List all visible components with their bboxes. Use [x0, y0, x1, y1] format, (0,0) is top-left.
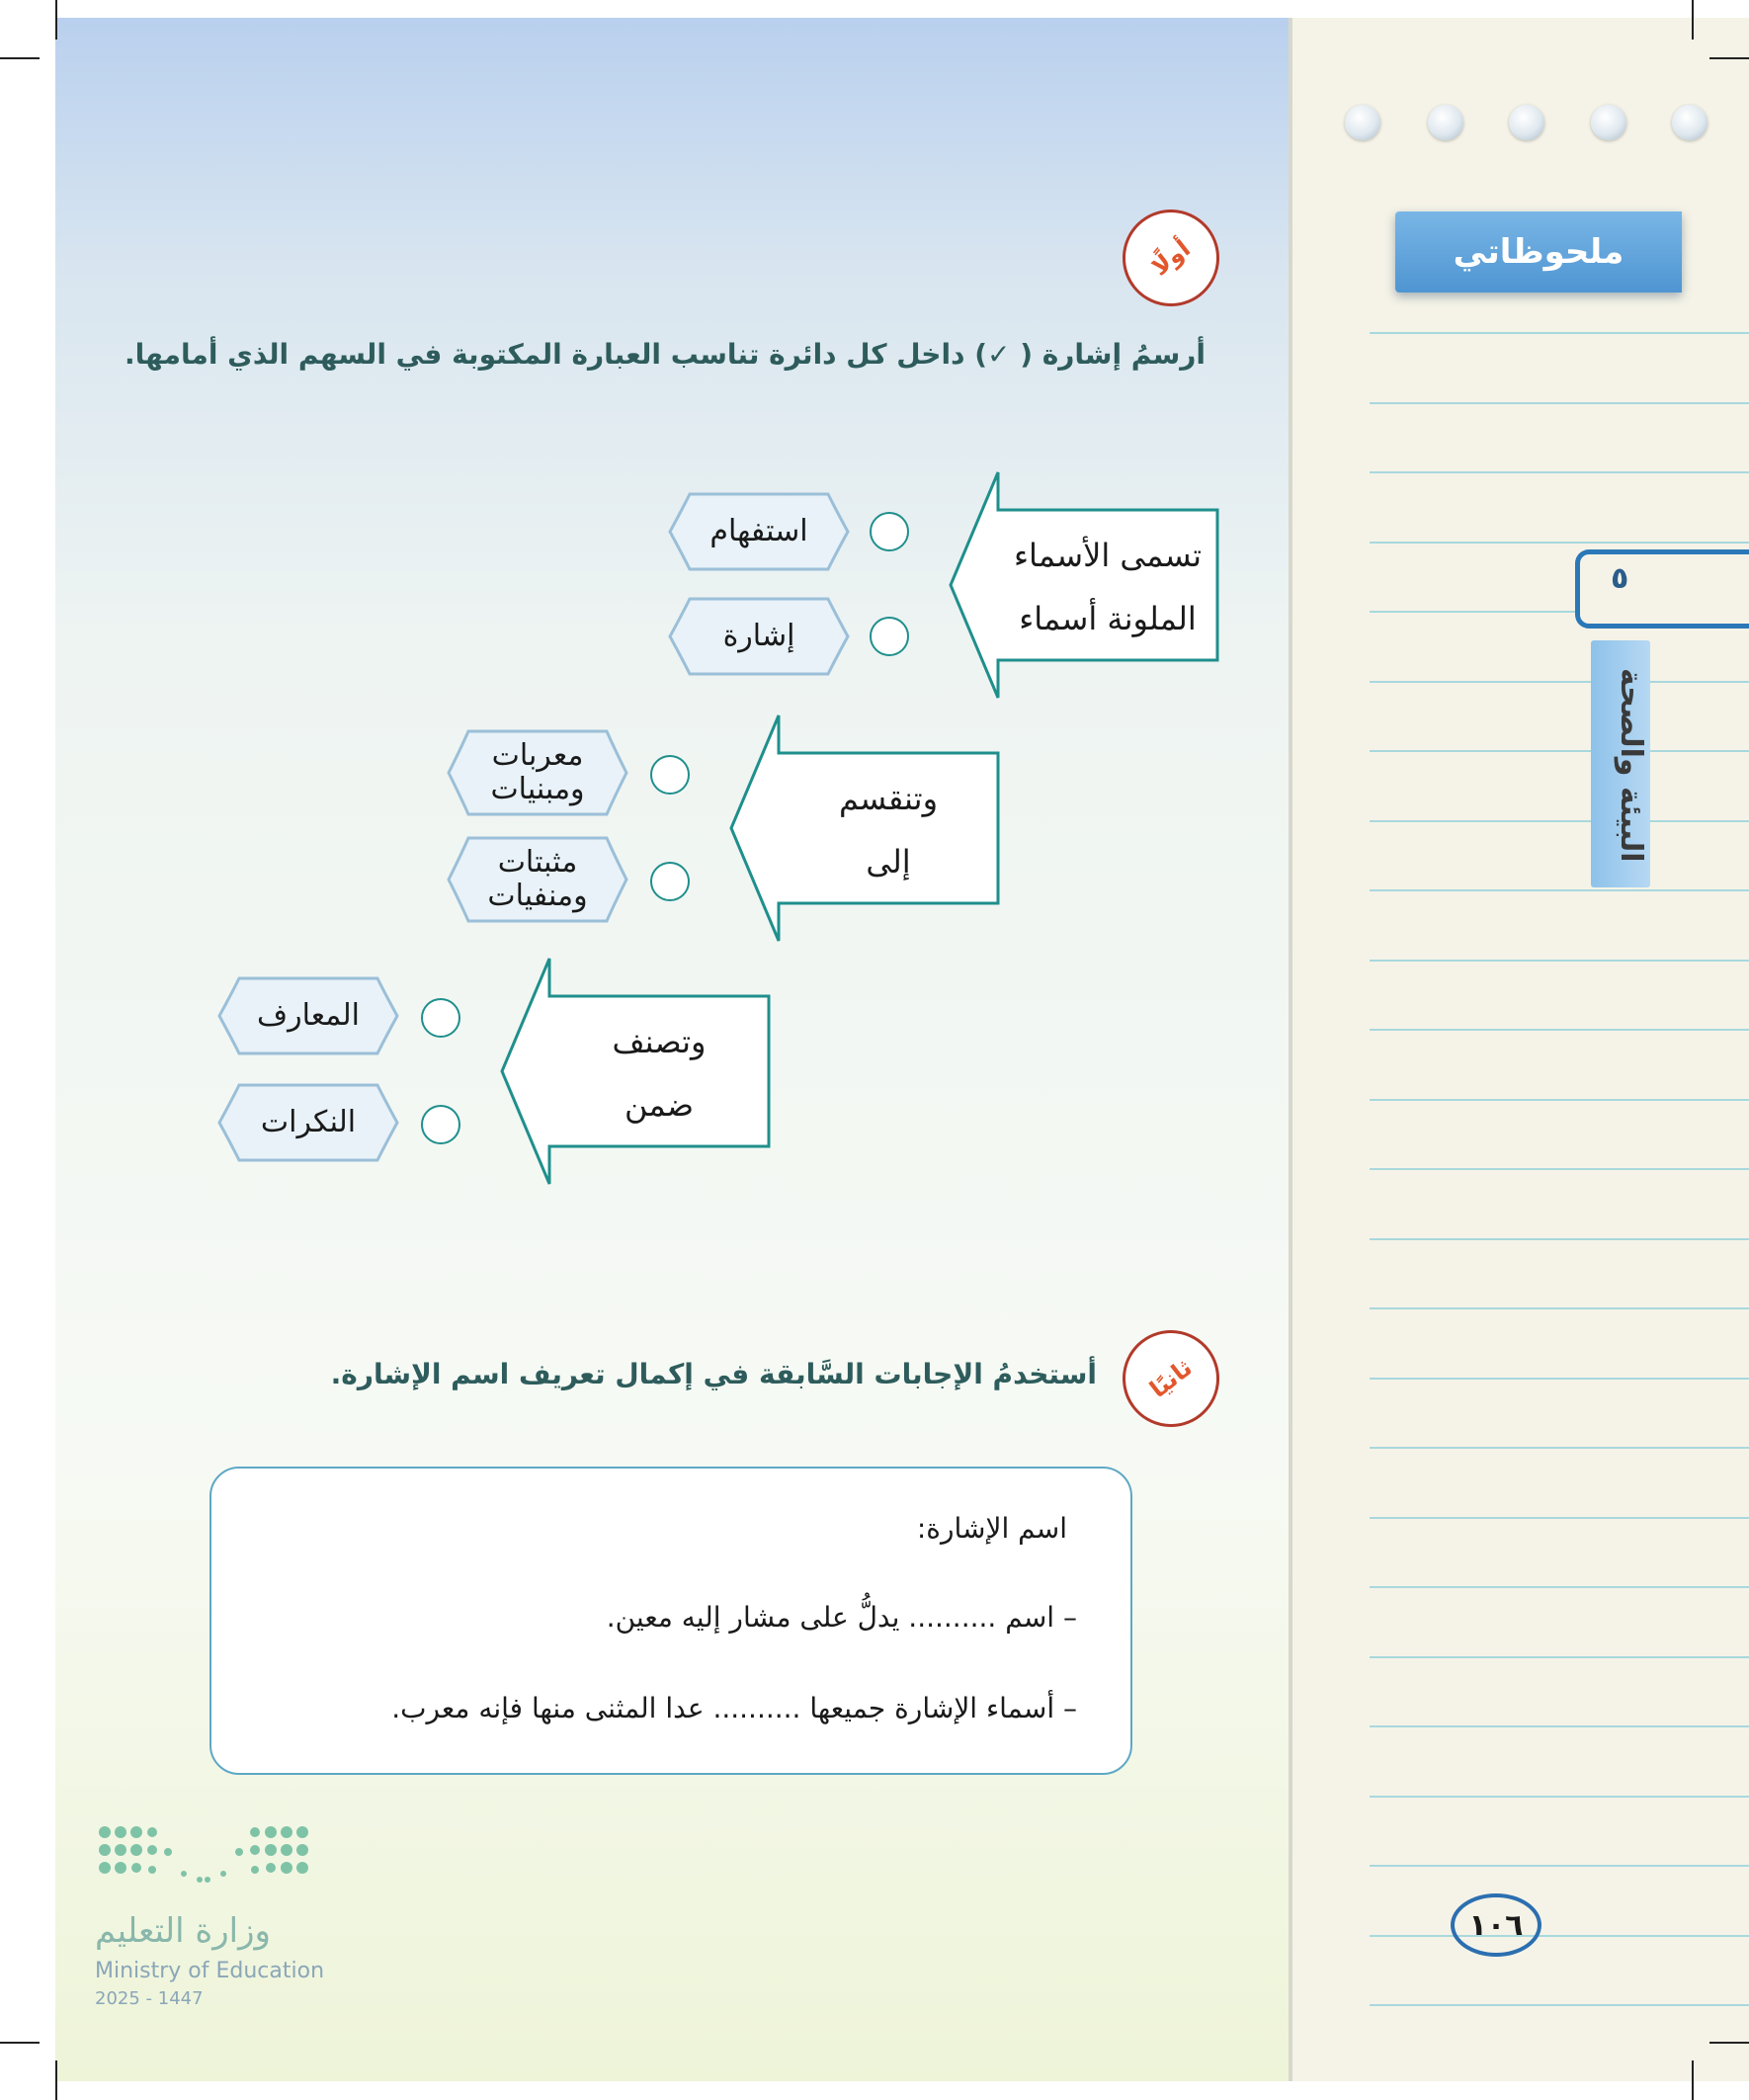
option-text: استفهام — [709, 514, 808, 548]
binder-hole — [1591, 105, 1626, 140]
ruled-line — [1370, 402, 1749, 404]
arrow-text: وتنقسم إلى — [838, 780, 939, 881]
ruled-line — [1370, 1656, 1749, 1658]
ruled-line — [1370, 1586, 1749, 1588]
binder-hole — [1428, 105, 1463, 140]
binder-hole — [1345, 105, 1380, 140]
ministry-name-ar: وزارة التعليم — [95, 1911, 271, 1951]
ruled-line — [1370, 1238, 1749, 1240]
ministry-name-en: Ministry of Education — [95, 1959, 325, 1983]
instruction-first: أرسمُ إشارة ( ✓) داخل كل دائرة تناسب العبارة المكتوبة في السهم الذي أمامها. — [125, 338, 1206, 371]
ruled-line — [1370, 889, 1749, 891]
ruled-line — [1370, 471, 1749, 473]
ruled-line — [1370, 1935, 1749, 1937]
option-text: معربات ومبنيات — [490, 738, 585, 806]
ruled-line — [1370, 1029, 1749, 1031]
ruled-line — [1370, 1725, 1749, 1727]
ruled-line — [1370, 1378, 1749, 1380]
ruled-line — [1370, 960, 1749, 962]
notes-margin — [1289, 18, 1749, 2081]
ruled-line — [1370, 750, 1749, 752]
option-text: مثبتات ومنفيات — [487, 845, 588, 913]
ruled-line — [1370, 681, 1749, 683]
crop-mark — [1709, 57, 1749, 59]
answer-circle[interactable] — [421, 998, 460, 1038]
ruled-line — [1370, 1796, 1749, 1798]
ministry-logo-dots — [95, 1822, 312, 1891]
crop-mark — [0, 2042, 40, 2044]
ruled-line — [1370, 1517, 1749, 1519]
instruction-second: أستخدمُ الإجابات السَّابقة في إكمال تعريف اسم الإشارة. — [330, 1358, 1097, 1390]
ruled-line — [1370, 1099, 1749, 1101]
answer-circle[interactable] — [421, 1105, 460, 1144]
crop-mark — [1692, 2060, 1694, 2100]
definition-line[interactable]: – اسم .......... يدلُّ على مشار إليه معين. — [606, 1601, 1077, 1634]
ruled-line — [1370, 1307, 1749, 1309]
ruled-line — [1370, 542, 1749, 544]
ruled-line — [1370, 820, 1749, 822]
arrow-text: وتصنف ضمن — [612, 1023, 707, 1124]
page-number: ١٠٦ — [1451, 1893, 1541, 1957]
crop-mark — [55, 2060, 57, 2100]
option-text: المعارف — [256, 998, 361, 1033]
answer-circle[interactable] — [650, 755, 690, 795]
definition-title: اسم الإشارة: — [916, 1512, 1067, 1545]
option-text: النكرات — [260, 1105, 357, 1139]
option-text: إشارة — [722, 619, 795, 653]
ruled-line — [1370, 2004, 1749, 2006]
ministry-year: 2025 - 1447 — [95, 1988, 204, 2009]
answer-circle[interactable] — [870, 512, 909, 551]
section-badge-second: ثانيًا — [1103, 1310, 1239, 1447]
answer-circle[interactable] — [650, 862, 690, 901]
ruled-line — [1370, 1168, 1749, 1170]
section-badge-first: أولًا — [1103, 190, 1239, 326]
ruled-line — [1370, 1447, 1749, 1449]
crop-mark — [0, 57, 40, 59]
unit-title: البيئة والصحة — [1614, 667, 1648, 863]
ruled-line — [1370, 332, 1749, 334]
answer-circle[interactable] — [870, 617, 909, 656]
ruled-line — [1370, 1865, 1749, 1867]
binder-hole — [1672, 105, 1707, 140]
unit-number: ٥ — [1611, 561, 1629, 596]
notes-tab: ملحوظاتي — [1395, 211, 1682, 293]
crop-mark — [1709, 2042, 1749, 2044]
unit-number-box — [1575, 549, 1749, 629]
crop-mark — [55, 0, 57, 40]
binder-hole — [1509, 105, 1544, 140]
definition-line[interactable]: – أسماء الإشارة جميعها .......... عدا المثنى منها فإنه معرب. — [391, 1692, 1077, 1724]
crop-mark — [1692, 0, 1694, 40]
arrow-text: تسمى الأسماء الملونة أسماء — [1013, 537, 1203, 637]
